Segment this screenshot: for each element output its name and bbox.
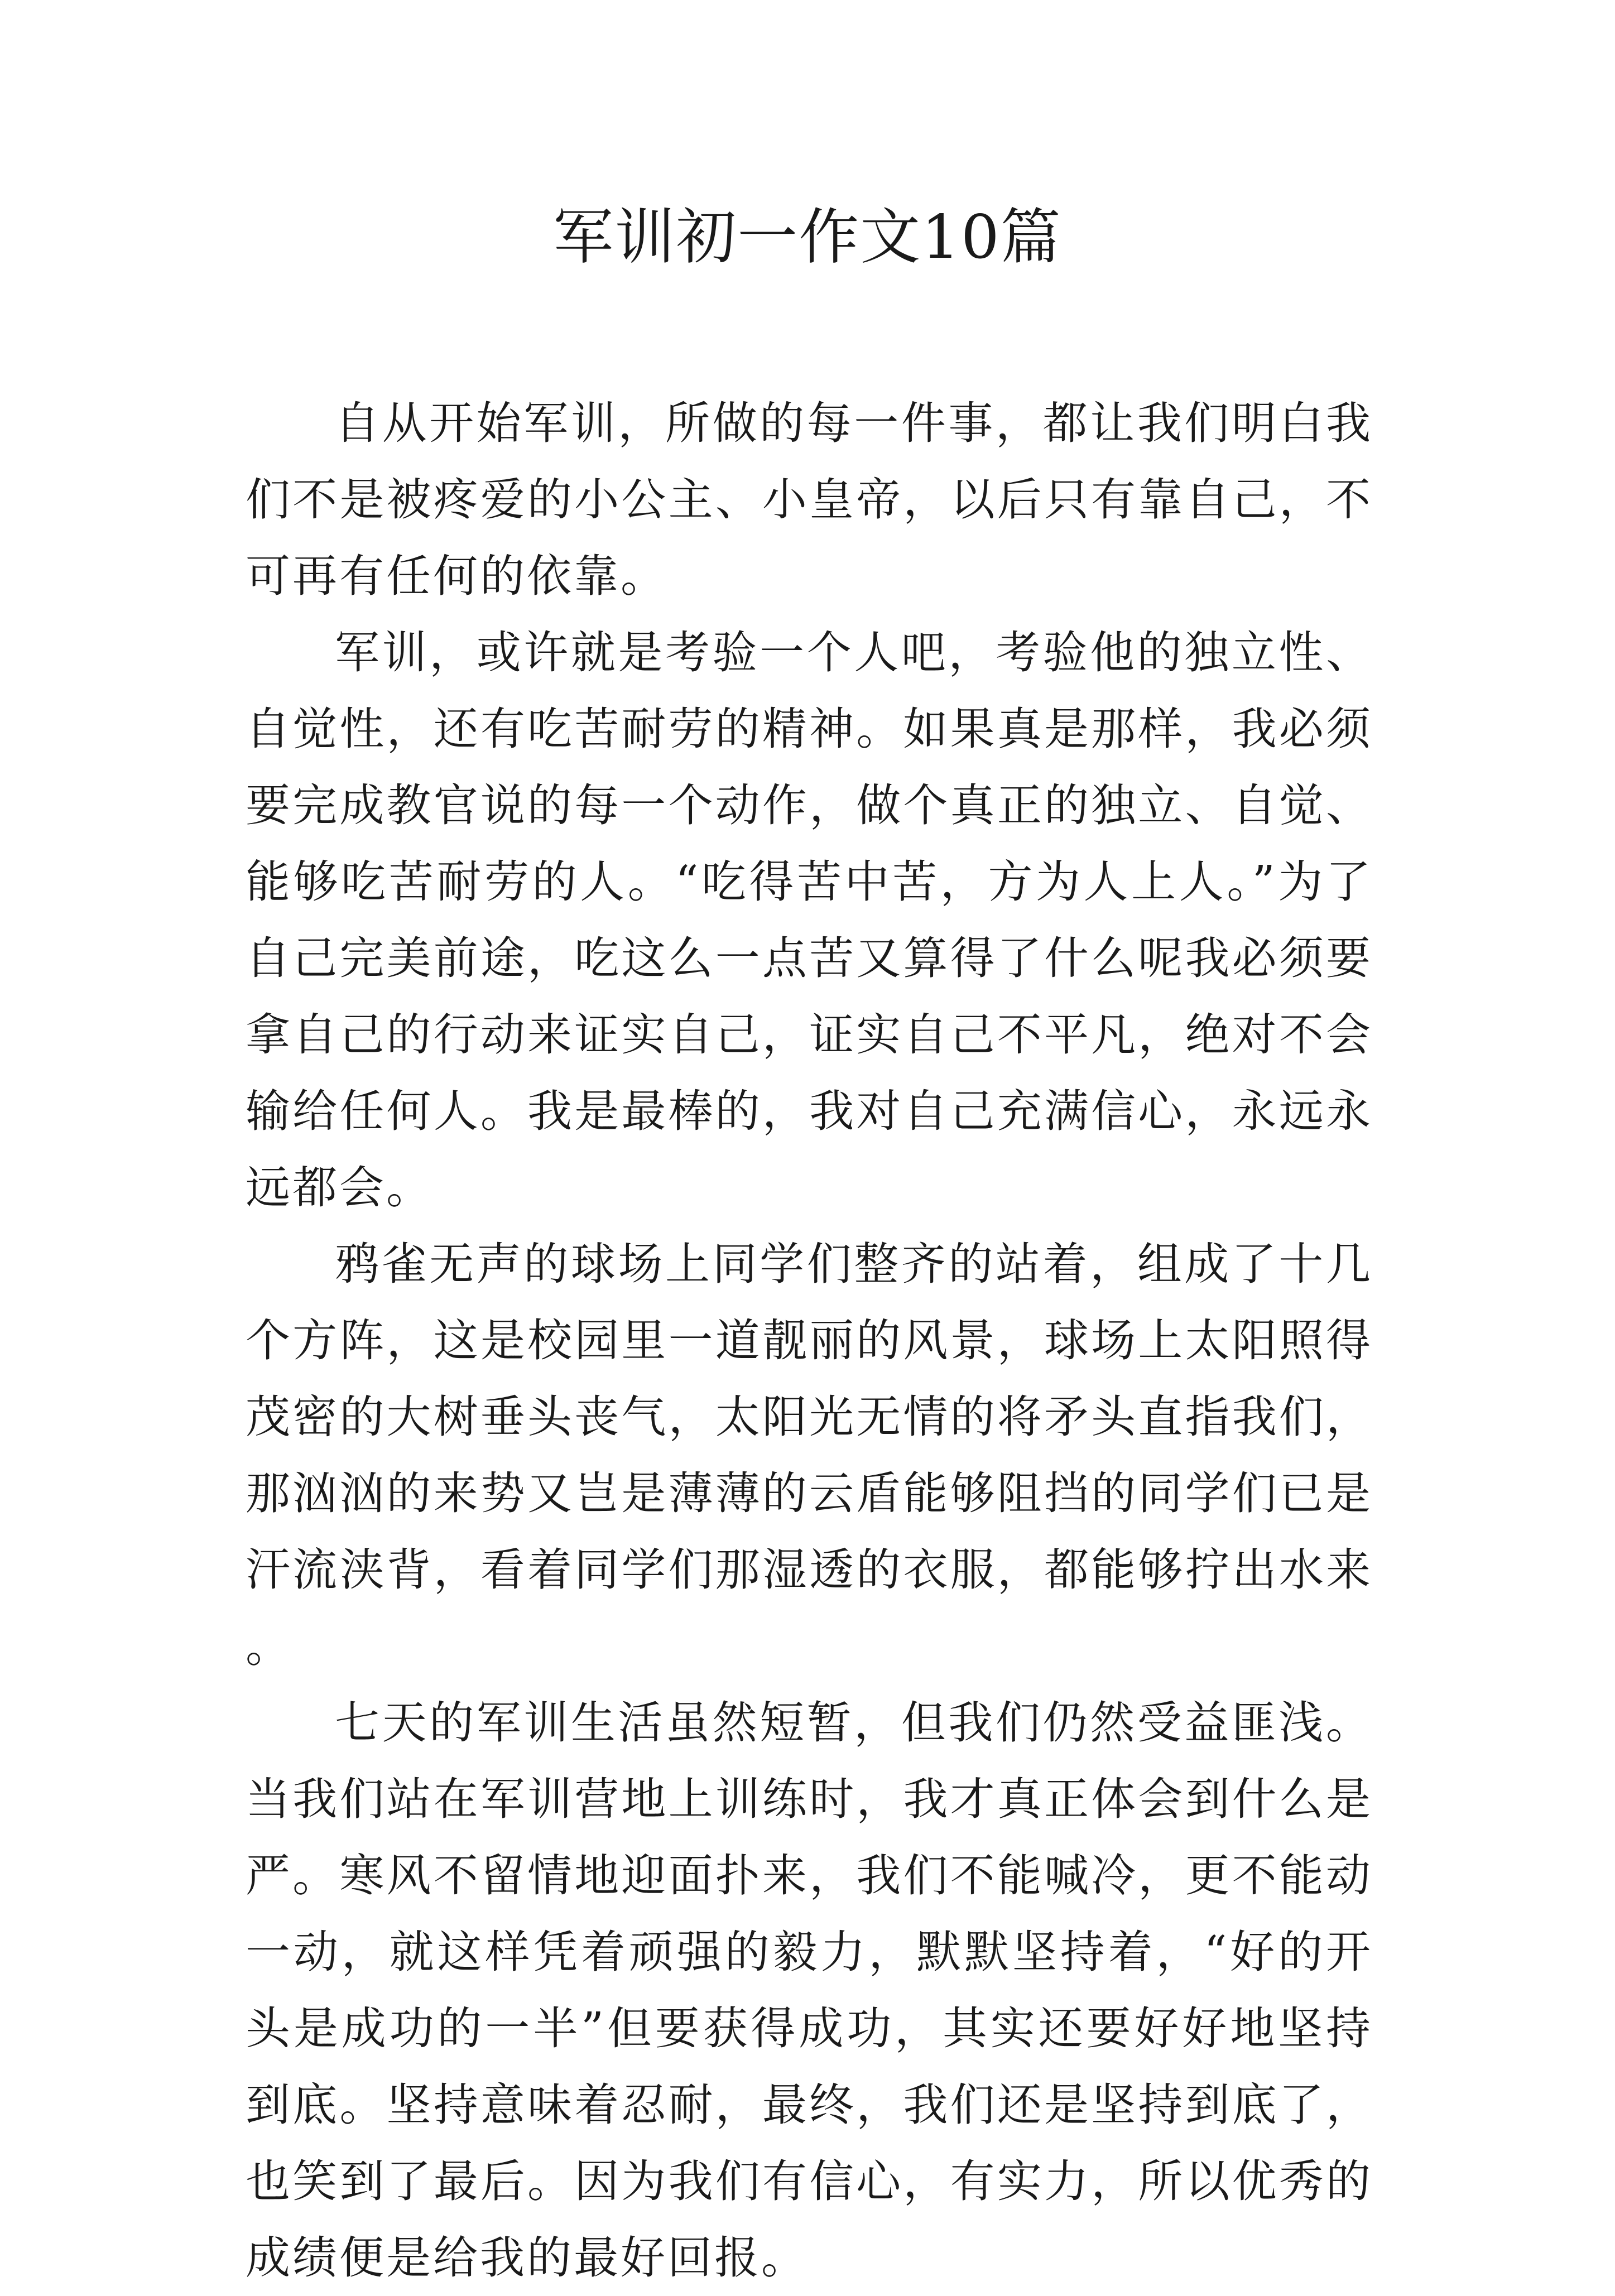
paragraph-1: 自从开始军训，所做的每一件事，都让我们明白我们不是被疼爱的小公主、小皇帝，以后只有靠自己，不可再有任何的依靠。 [246, 397, 1373, 602]
document-body [246, 385, 1373, 2296]
paragraph-3: 鸦雀无声的球场上同学们整齐的站着，组成了十几个方阵，这是校园里一道靓丽的风景，球场上太阳照得茂密的大树垂头丧气，太阳光无情的将矛头直指我们，那汹汹的来势又岂是薄薄的云盾能够阻挡的同学们已是汗流浃背，看着同学们那湿透的衣服，都能够拧出水来。 [246, 1238, 1373, 1672]
paragraph-2: 军训，或许就是考验一个人吧，考验他的独立性、自觉性，还有吃苦耐劳的精神。如果真是那样，我必须要完成教官说的每一个动作，做个真正的独立、自觉、能够吃苦耐劳的人。“吃得苦中苦，方为人上人。”为了自己完美前途，吃这么一点苦又算得了什么呢我必须要拿自己的行动来证实自己，证实自己不平凡，绝对不会输给任何人。我是最棒的，我对自己充满信心，永远永远都会。 [246, 627, 1373, 1214]
paragraph-4: 七天的军训生活虽然短暂，但我们仍然受益匪浅。当我们站在军训营地上训练时，我才真正体会到什么是严。寒风不留情地迎面扑来，我们不能喊冷，更不能动一动，就这样凭着顽强的毅力，默默坚持着，“好的开头是成功的一半”但要获得成功，其实还要好好地坚持到底。坚持意味着忍耐，最终，我们还是坚持到底了，也笑到了最后。因为我们有信心，有实力，所以优秀的成绩便是给我的最好回报。 [246, 1697, 1373, 2284]
document-title: 军训初一作文10篇 [553, 203, 1062, 272]
